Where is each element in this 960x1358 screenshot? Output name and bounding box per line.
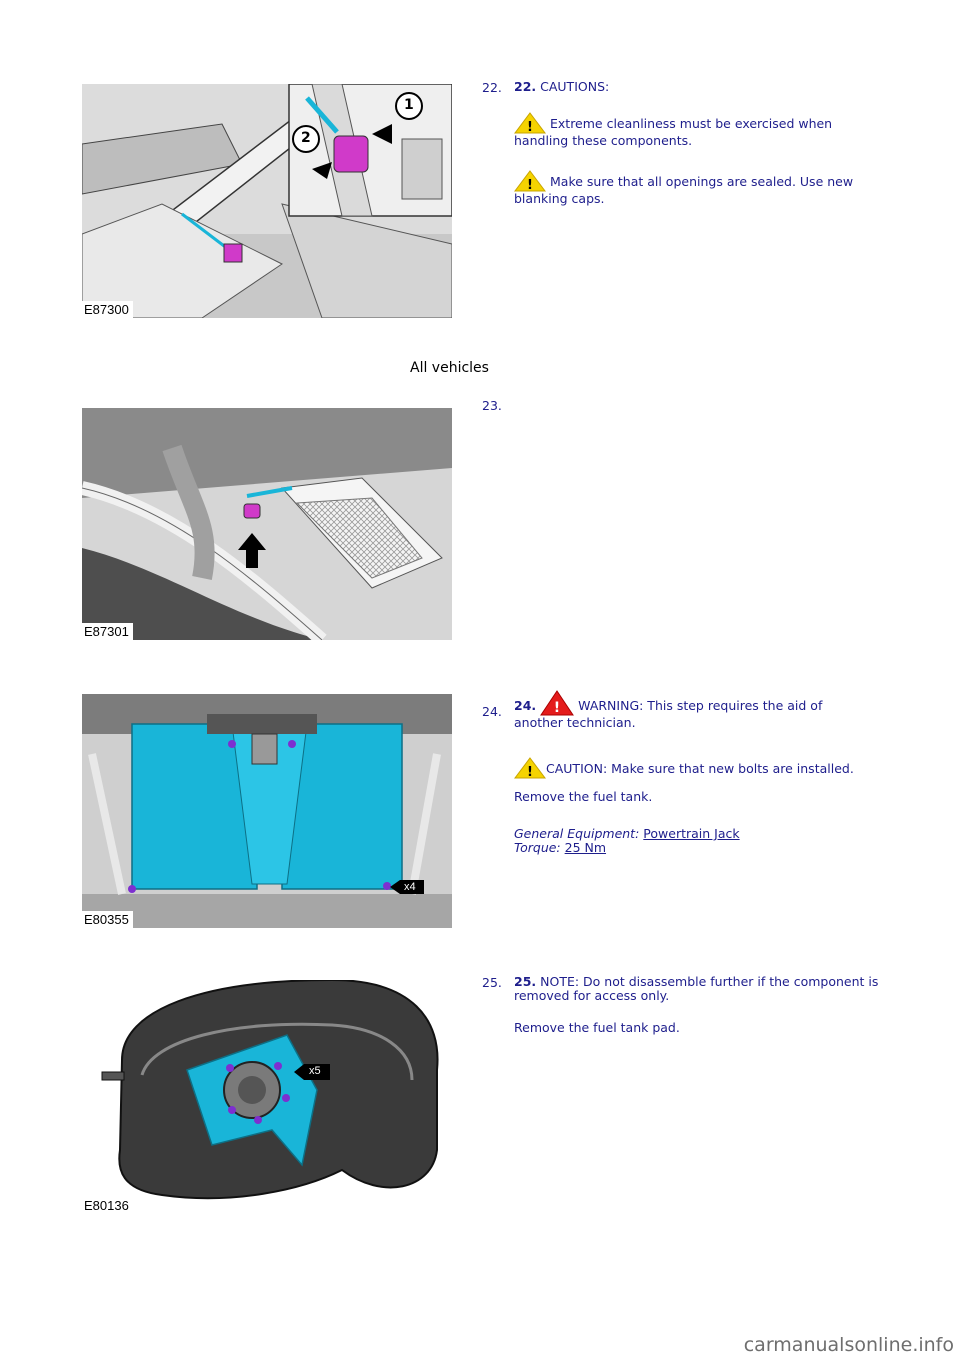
caution-text: Make sure that all openings are sealed. Use new blanking caps. bbox=[514, 174, 854, 206]
figure-e87300 bbox=[82, 84, 452, 318]
callout-2: 2 bbox=[301, 130, 311, 146]
caution-item bbox=[514, 112, 864, 148]
step-label: 24. bbox=[514, 698, 537, 713]
warning-triangle-icon bbox=[514, 112, 546, 134]
step-22-heading bbox=[514, 80, 609, 94]
warning-triangle-icon bbox=[514, 757, 546, 779]
svg-text:!: ! bbox=[527, 120, 533, 134]
equipment-label: General Equipment: bbox=[514, 826, 640, 841]
step-number: 24. bbox=[482, 704, 502, 719]
warning-text: WARNING: This step requires the aid of another technician. bbox=[514, 698, 823, 730]
step-24-warning bbox=[514, 690, 864, 730]
section-heading: All vehicles bbox=[410, 360, 489, 376]
cautions-title: CAUTIONS: bbox=[536, 79, 610, 94]
step-number: 22. bbox=[482, 80, 502, 95]
torque-line bbox=[514, 841, 606, 855]
step-24-caution bbox=[514, 757, 894, 779]
caution-text: CAUTION: Make sure that new bolts are installed. bbox=[546, 761, 854, 776]
figure-label: E87300 bbox=[82, 301, 133, 318]
fuel-line-illustration bbox=[82, 84, 452, 318]
torque-value: 25 Nm bbox=[564, 840, 607, 855]
step-number: 25. bbox=[482, 975, 502, 990]
fuel-tank-pad-illustration bbox=[82, 980, 452, 1216]
caution-text: Extreme cleanliness must be exercised when handling these components. bbox=[514, 116, 833, 148]
powertrain-jack-link[interactable]: Powertrain Jack bbox=[643, 826, 740, 841]
fuel-tank-underbody-illustration bbox=[82, 694, 452, 928]
figure-label: E80355 bbox=[82, 911, 133, 928]
caution-item bbox=[514, 170, 882, 206]
step-25-note bbox=[514, 975, 890, 1003]
figure-label: E87301 bbox=[82, 623, 133, 640]
warning-triangle-icon bbox=[514, 170, 546, 192]
figure-e87301 bbox=[82, 408, 452, 640]
bolt-count-badge: x5 bbox=[309, 1065, 321, 1077]
step-instruction: Remove the fuel tank. bbox=[514, 789, 653, 804]
figure-e80136 bbox=[82, 980, 452, 1216]
torque-label: Torque: bbox=[514, 840, 561, 855]
bolt-count-badge: x4 bbox=[404, 881, 416, 893]
step-label: 25. bbox=[514, 974, 537, 989]
figure-label: E80136 bbox=[82, 1197, 133, 1214]
callout-1: 1 bbox=[404, 97, 414, 113]
svg-text:!: ! bbox=[527, 765, 533, 779]
equipment-line bbox=[514, 827, 740, 841]
svg-text:!: ! bbox=[527, 178, 533, 192]
step-number: 23. bbox=[482, 398, 502, 413]
watermark: carmanualsonline.info bbox=[743, 1334, 954, 1356]
figure-e80355 bbox=[82, 694, 452, 928]
svg-text:!: ! bbox=[553, 700, 561, 716]
step-instruction: Remove the fuel tank pad. bbox=[514, 1020, 680, 1035]
note-text: NOTE: Do not disassemble further if the component is removed for access only. bbox=[514, 974, 879, 1003]
fuel-line-clip-illustration bbox=[82, 408, 452, 640]
warning-triangle-icon bbox=[540, 690, 574, 716]
step-label: 22. bbox=[514, 79, 537, 94]
